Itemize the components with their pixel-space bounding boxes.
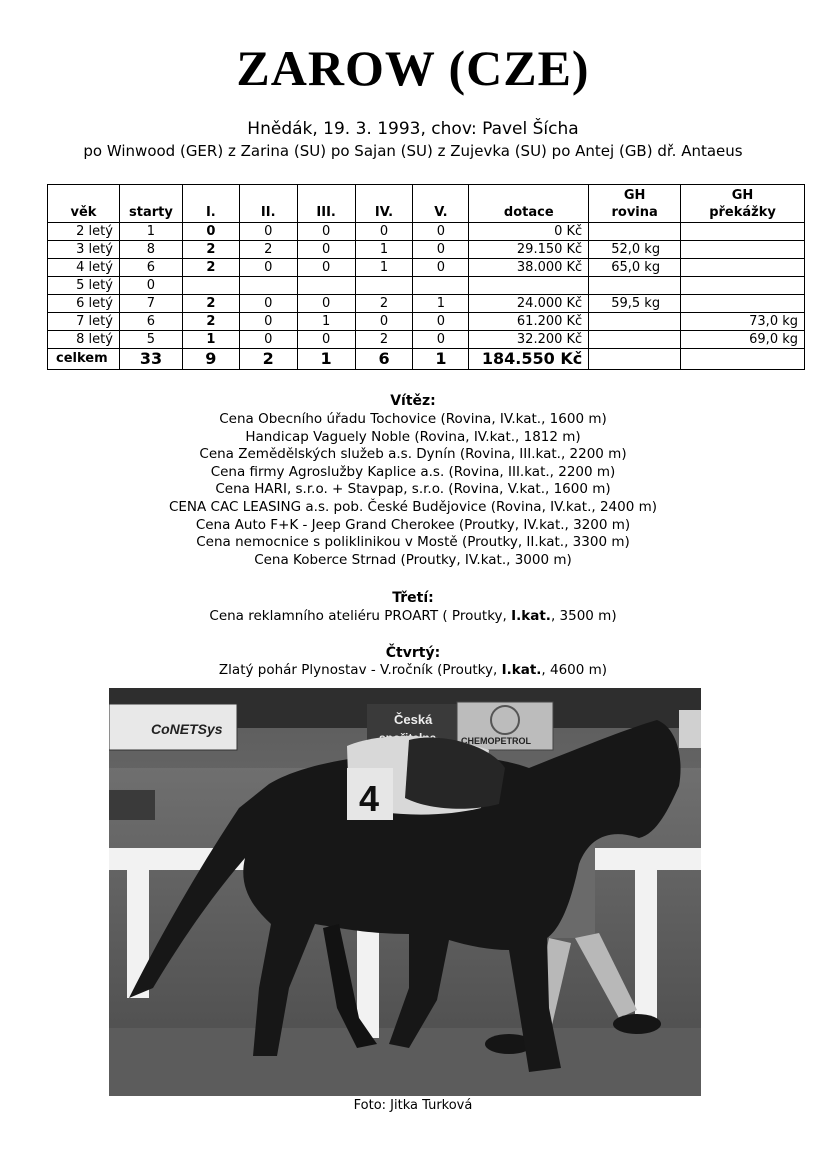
total-label: celkem (48, 349, 120, 370)
race-statistics-table (47, 184, 805, 370)
cell-first: 2 (182, 295, 239, 313)
cell-gh-flat: 52,0 kg (589, 241, 681, 259)
header-first: I. (182, 185, 239, 223)
race-text-before: Zlatý pohár Plynostav - V.ročník (Proutky, (218, 662, 502, 678)
cell-earnings: 61.200 Kč (469, 313, 589, 331)
cell-age: 4 letý (48, 259, 120, 277)
list-item: Cena HARI, s.r.o. + Stavpap, s.r.o. (Rovina, V.kat., 1600 m) (215, 481, 611, 498)
race-category-bold: I.kat. (501, 662, 542, 678)
total-gh-jump (681, 349, 805, 370)
horse-photo (109, 688, 701, 1096)
cell-age: 5 letý (48, 277, 120, 295)
list-item (0, 662, 826, 680)
photo-bench (109, 790, 155, 820)
svg-text:4: 4 (359, 778, 380, 819)
header-third: III. (297, 185, 355, 223)
cell-fifth: 0 (413, 223, 469, 241)
cell-gh-flat (589, 223, 681, 241)
cell-fourth: 1 (355, 259, 413, 277)
race-text-after: , 3500 m) (550, 608, 617, 624)
total-earnings: 184.550 Kč (469, 349, 589, 370)
total-starts: 33 (119, 349, 182, 370)
cell-gh-flat (589, 331, 681, 349)
list-item: CENA CAC LEASING a.s. pob. České Budějovice (Rovina, IV.kat., 2400 m) (168, 498, 658, 515)
cell-first: 2 (182, 259, 239, 277)
svg-text:CHEMOPETROL: CHEMOPETROL (461, 736, 532, 746)
sponsor-sign-right (457, 702, 553, 750)
table-row (48, 277, 805, 295)
cell-earnings: 24.000 Kč (469, 295, 589, 313)
cell-age: 3 letý (48, 241, 120, 259)
cell-third: 1 (297, 313, 355, 331)
table-row (48, 313, 805, 331)
table-row (48, 223, 805, 241)
fourth-place-heading: Čtvrtý: (385, 645, 441, 661)
sponsor-sign-left (109, 704, 237, 750)
list-item: Cena nemocnice s poliklinikou v Mostě (Proutky, II.kat., 3300 m) (196, 534, 630, 551)
total-gh-flat (589, 349, 681, 370)
cell-fifth: 0 (413, 259, 469, 277)
cell-first: 1 (182, 331, 239, 349)
table-total-row (48, 349, 805, 370)
cell-age: 6 letý (48, 295, 120, 313)
cell-gh-jump (681, 241, 805, 259)
cell-third: 0 (297, 241, 355, 259)
cell-gh-jump (681, 277, 805, 295)
list-item: Cena Zemědělských služeb a.s. Dynín (Rovina, III.kat., 2200 m) (199, 446, 627, 463)
table-row (48, 331, 805, 349)
cell-age: 2 letý (48, 223, 120, 241)
header-fourth: IV. (355, 185, 413, 223)
header-starts: starty (119, 185, 182, 223)
cell-fourth (355, 277, 413, 295)
table-row (48, 259, 805, 277)
cell-age: 8 letý (48, 331, 120, 349)
cell-earnings (469, 277, 589, 295)
cell-second: 2 (239, 241, 297, 259)
race-text-before: Cena reklamního ateliéru PROART ( Proutky, (209, 608, 512, 624)
third-place-race-list (0, 608, 826, 626)
cell-fifth: 0 (413, 241, 469, 259)
cell-second: 0 (239, 331, 297, 349)
cell-starts: 7 (119, 295, 182, 313)
header-age: věk (48, 185, 120, 223)
cell-fourth: 1 (355, 241, 413, 259)
cell-gh-flat: 59,5 kg (589, 295, 681, 313)
race-category-bold: I.kat. (511, 608, 551, 624)
cell-second: 0 (239, 223, 297, 241)
list-item: Cena Obecního úřadu Tochovice (Rovina, IV.kat., 1600 m) (219, 411, 607, 427)
cell-starts: 5 (119, 331, 182, 349)
cell-gh-jump: 69,0 kg (681, 331, 805, 349)
list-item: Cena firmy Agroslužby Kaplice a.s. (Rovina, III.kat., 2200 m) (210, 463, 616, 480)
cell-fifth: 0 (413, 331, 469, 349)
cell-fourth: 0 (355, 313, 413, 331)
cell-fifth: 1 (413, 295, 469, 313)
cell-fourth: 2 (355, 295, 413, 313)
cell-gh-jump (681, 223, 805, 241)
cell-starts: 1 (119, 223, 182, 241)
race-text-after: , 4600 m) (541, 662, 608, 678)
total-first: 9 (182, 349, 239, 370)
total-fourth: 6 (355, 349, 413, 370)
cell-third (297, 277, 355, 295)
cell-second (239, 277, 297, 295)
cell-first: 2 (182, 313, 239, 331)
header-gh-flat (589, 185, 681, 223)
cell-third: 0 (297, 259, 355, 277)
table-header-row (48, 185, 805, 223)
cell-earnings: 32.200 Kč (469, 331, 589, 349)
cell-gh-flat: 65,0 kg (589, 259, 681, 277)
header-gh-flat-line1: GH (623, 188, 646, 203)
total-second: 2 (239, 349, 297, 370)
header-gh-jump (681, 185, 805, 223)
horse-title: ZAROW (CZE) (236, 40, 590, 96)
cell-starts: 6 (119, 259, 182, 277)
cell-starts: 0 (119, 277, 182, 295)
table-row (48, 241, 805, 259)
cell-gh-flat (589, 313, 681, 331)
cell-second: 0 (239, 259, 297, 277)
svg-text:CoNETSys: CoNETSys (151, 721, 223, 737)
list-item: Cena Koberce Strnad (Proutky, IV.kat., 3000 m) (254, 551, 572, 568)
third-place-heading: Třetí: (392, 590, 434, 606)
svg-text:Česká: Česká (394, 712, 433, 727)
cell-starts: 6 (119, 313, 182, 331)
header-second: II. (239, 185, 297, 223)
cell-third: 0 (297, 295, 355, 313)
header-fifth: V. (413, 185, 469, 223)
photo-sign-edge (679, 710, 701, 748)
fourth-place-race-list (0, 662, 826, 680)
cell-second: 0 (239, 295, 297, 313)
cell-fourth: 0 (355, 223, 413, 241)
cell-fifth (413, 277, 469, 295)
cell-fifth: 0 (413, 313, 469, 331)
cell-second: 0 (239, 313, 297, 331)
header-gh-flat-line2: rovina (611, 205, 658, 220)
list-item (0, 608, 826, 626)
cell-first (182, 277, 239, 295)
horse-details: Hnědák, 19. 3. 1993, chov: Pavel Šícha (247, 119, 579, 139)
saddle-number-cloth (347, 768, 393, 820)
header-gh-jump-line2: překážky (709, 205, 776, 220)
winner-heading: Vítěz: (390, 393, 436, 409)
list-item: Handicap Vaguely Noble (Rovina, IV.kat., 1812 m) (245, 428, 581, 445)
cell-age: 7 letý (48, 313, 120, 331)
cell-earnings: 29.150 Kč (469, 241, 589, 259)
cell-fourth: 2 (355, 331, 413, 349)
table-row (48, 295, 805, 313)
pedigree-line: po Winwood (GER) z Zarina (SU) po Sajan (SU) z Zujevka (SU) po Antej (GB) dř. Antaeus (83, 142, 743, 160)
cell-starts: 8 (119, 241, 182, 259)
cell-third: 0 (297, 223, 355, 241)
winner-race-list (0, 411, 826, 569)
cell-third: 0 (297, 331, 355, 349)
cell-gh-jump (681, 259, 805, 277)
cell-gh-jump (681, 295, 805, 313)
total-fifth: 1 (413, 349, 469, 370)
cell-earnings: 38.000 Kč (469, 259, 589, 277)
cell-gh-flat (589, 277, 681, 295)
cell-earnings: 0 Kč (469, 223, 589, 241)
cell-first: 2 (182, 241, 239, 259)
cell-first: 0 (182, 223, 239, 241)
header-gh-jump-line1: GH (731, 188, 754, 203)
header-earnings: dotace (469, 185, 589, 223)
cell-gh-jump: 73,0 kg (681, 313, 805, 331)
list-item: Cena Auto F+K - Jeep Grand Cherokee (Proutky, IV.kat., 3200 m) (195, 516, 631, 533)
photo-caption: Foto: Jitka Turková (353, 1098, 473, 1113)
total-third: 1 (297, 349, 355, 370)
